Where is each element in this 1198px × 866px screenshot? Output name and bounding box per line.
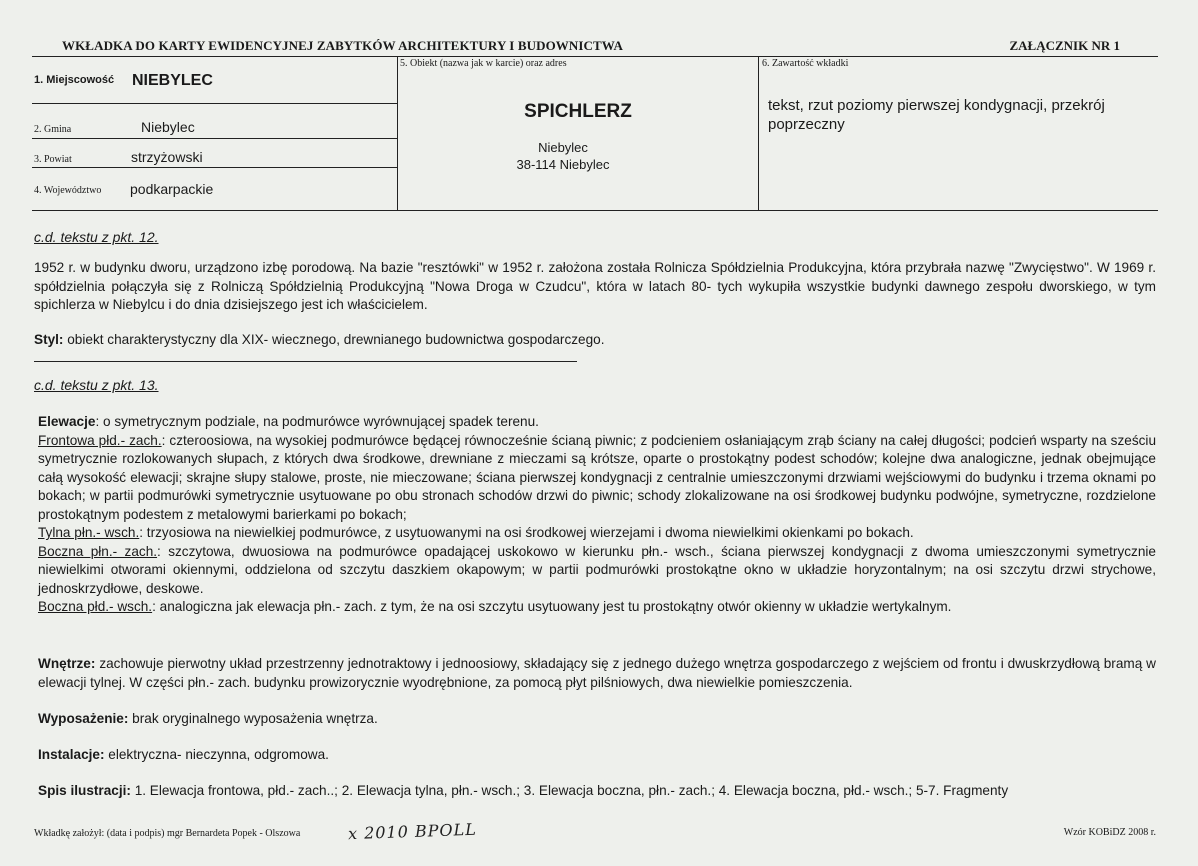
- wnetrze-label: Wnętrze:: [38, 656, 96, 671]
- spis-text: 1. Elewacja frontowa, płd.- zach..; 2. Elewacja tylna, płn.- wsch.; 3. Elewacja boczna, płn.- zach.; 4. Elewacja boczna, płd.- wsch.; 5-7. Fragmenty: [130, 783, 1009, 798]
- styl-text: obiekt charakterystyczny dla XIX- wiecznego, drewnianego budownictwa gospodarczego.: [63, 332, 605, 347]
- miejscowosc-label: 1. Miejscowość: [34, 74, 115, 86]
- handwritten-signature: x 2010 BPOLL: [347, 819, 478, 844]
- zawartosc-value: tekst, rzut poziomy pierwszej kondygnacji, przekrój poprzeczny: [768, 97, 1105, 133]
- frontowa-text: : czteroosiowa, na wysokiej podmurówce będącej równocześnie ścianą piwnic; z podcieniem osłaniającym zrąb ściany na całej długości; podcień wsparty na sześciu symetrycznie rozlokowanych słupach, z których dwa środkowe, drewniane z mieczami są krótsze, oparte o prostokątny podest schodów; kolejne dwa analogiczne, jednak obejmujące całą wysokość elewacji; skrajne słupy stalowe, proste, nie mieczowane; ściana pierwszej kondygnacji z centralnie umieszczonymi drzwiami wejściowymi do budynku i trzema oknami po bokach; w partii podmurówki symetrycznie usytuowane po obu stronach schodów drzwi do piwnic; schody zlokalizowane na osi środkowej budynku podwójne, symetryczne, rozdzielone prostokątnym podestem z metalowymi barierkami po bokach;: [38, 432, 1156, 522]
- powiat-label: 3. Powiat: [34, 154, 72, 165]
- wyposazenie-text: brak oryginalnego wyposażenia wnętrza.: [128, 711, 378, 726]
- section-12-paragraph: 1952 r. w budynku dworu, urządzono izbę porodową. Na bazie "resztówki" w 1952 r. założona została Rolnicza Spółdzielnia Produkcyjna, która przybrała nazwę "Zwycięstwo". W 1969 r. spółdzielnia połączyła się z Rolniczą Spółdzielnią Produkcyjną "Nowa Droga w Czudcu", która w latach 80- tych wykupiła wszystkie budynki dawnego zespołu dworskiego, w tym spichlerza w Niebylcu i do dnia dzisiejszego jest ich właścicielem.: [34, 260, 1156, 312]
- gmina-label: 2. Gmina: [34, 124, 72, 135]
- elewacje-label: Elewacje: [38, 414, 96, 429]
- form-bottom-rule: [32, 210, 1158, 211]
- boczna-pd-wsch-text: : analogiczna jak elewacja płn.- zach. z tym, że na osi szczytu usytuowany jest tu prostokątny otwór okienny w układzie wertykalnym.: [152, 599, 952, 614]
- wyposazenie-paragraph: [38, 710, 1156, 729]
- styl-paragraph: [34, 331, 1156, 350]
- author-label: Wkładkę założył: (data i podpis) mgr Bernardeta Popek - Olszowa: [34, 828, 301, 839]
- header-rule: [32, 56, 1158, 57]
- gmina-value: Niebylec: [141, 119, 195, 135]
- boczna-pn-zach-text: : szczytowa, dwuosiowa na podmurówce opadającej uskokowo w kierunku płn.- wsch., ściana pierwszej kondygnacji z dwoma umieszczonymi symetrycznie niewielkimi otworami okiennymi, oddzielona od szczytu daszkiem okapowym; w partii podmurówki prostokątne okno w układzie horyzontalnym; na osi szczytu drzwi strychowe, jednoskrzydłowe, deskowe.: [38, 543, 1156, 596]
- elewacje-text: : o symetrycznym podziale, na podmurówce wyrównującej spadek terenu.: [95, 414, 539, 429]
- powiat-value: strzyżowski: [131, 149, 203, 165]
- wnetrze-paragraph: [38, 655, 1156, 692]
- boczna-pd-wsch-label: Boczna płd.- wsch.: [38, 599, 153, 614]
- tylna-label: Tylna płn.- wsch.: [38, 525, 140, 540]
- elewacje-paragraph: [38, 413, 1156, 617]
- obiekt-name: SPICHLERZ: [524, 101, 632, 122]
- boczna-pn-zach-label: Boczna płn.- zach.: [38, 543, 158, 559]
- obiekt-addr-2: 38-114 Niebylec: [516, 157, 610, 172]
- field-rule-1: [32, 103, 397, 104]
- section-13-heading: c.d. tekstu z pkt. 13.: [34, 377, 159, 393]
- wnetrze-text: zachowuje pierwotny układ przestrzenny jednotraktowy i jednoosiowy, składający się z jednego dużego wnętrza gospodarczego z wejściem od frontu i dwuskrzydłową bramą w elewacji tylnej. W części płn.- zach. budynku prowizorycznie wyodrębnione, za pomocą płyt pilśniowych, dwa niewielkie pomieszczenia.: [38, 656, 1156, 690]
- miejscowosc-value: NIEBYLEC: [132, 72, 213, 89]
- spis-paragraph: [38, 782, 1156, 801]
- instalacje-text: elektryczna- nieczynna, odgromowa.: [104, 747, 329, 762]
- template-label: Wzór KOBiDZ 2008 r.: [1063, 827, 1156, 838]
- tylna-text: : trzyosiowa na niewielkiej podmurówce, z usytuowanymi na osi środkowej wierzejami i dwoma niewielkimi okienkami po bokach.: [139, 525, 914, 540]
- instalacje-label: Instalacje:: [38, 747, 105, 762]
- section-12-heading: c.d. tekstu z pkt. 12.: [34, 229, 159, 245]
- wojewodztwo-value: podkarpackie: [130, 181, 214, 197]
- frontowa-label: Frontowa płd.- zach.: [38, 432, 162, 448]
- col-divider-2: [758, 56, 759, 210]
- spis-label: Spis ilustracji:: [38, 783, 131, 798]
- instalacje-paragraph: [38, 746, 1156, 765]
- wojewodztwo-label: 4. Województwo: [34, 185, 102, 196]
- wyposazenie-label: Wyposażenie:: [38, 711, 129, 726]
- form-title: WKŁADKA DO KARTY EWIDENCYJNEJ ZABYTKÓW ARCHITEKTURY I BUDOWNICTWA: [62, 38, 623, 53]
- obiekt-addr-1: Niebylec: [538, 140, 588, 155]
- field-rule-3: [32, 167, 397, 168]
- obiekt-label: 5. Obiekt (nazwa jak w karcie) oraz adres: [400, 58, 567, 69]
- styl-label: Styl:: [34, 332, 64, 347]
- section-separator: [34, 361, 577, 362]
- zawartosc-label: 6. Zawartość wkładki: [762, 58, 849, 69]
- field-rule-2: [32, 138, 397, 139]
- annex-label: ZAŁĄCZNIK NR 1: [1009, 38, 1120, 53]
- col-divider-1: [397, 56, 398, 210]
